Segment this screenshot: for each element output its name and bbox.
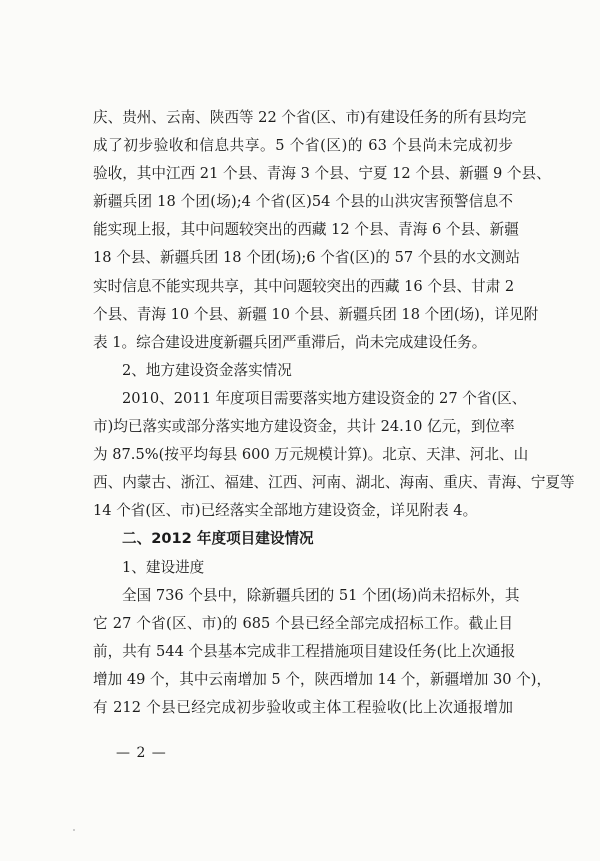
text-line-1: 庆、贵州、云南、陕西等 22 个省(区、市)有建设任务的所有县均完 bbox=[93, 109, 527, 126]
page-number: — 2 — bbox=[116, 745, 167, 761]
section-heading-2012-projects: 二、2012 年度项目建设情况 bbox=[122, 530, 314, 548]
text-line-9: 表 1。综合建设进度新疆兵团严重滞后，尚未完成建设任务。 bbox=[93, 333, 487, 351]
text-line-21: 增加 49 个，其中云南增加 5 个，陕西增加 14 个，新疆增加 30 个)， bbox=[93, 670, 552, 688]
text-line-2: 成了初步验收和信息共享。5 个省(区)的 63 个县尚未完成初步 bbox=[93, 137, 513, 155]
subsection-heading-progress: 1、建设进度 bbox=[122, 558, 205, 576]
scan-speck bbox=[73, 829, 75, 831]
text-line-22: 有 212 个县已经完成初步验收或主体工程验收(比上次通报增加 bbox=[93, 698, 513, 716]
text-line-13: 为 87.5%(按平均每县 600 万元规模计算)。北京、天津、河北、山 bbox=[93, 446, 529, 464]
text-line-19: 它 27 个省(区、市)的 685 个县已经全部完成招标工作。截止目 bbox=[93, 614, 513, 632]
text-line-8: 个县、青海 10 个县、新疆 10 个县、新疆兵团 18 个团(场)，详见附 bbox=[93, 305, 539, 323]
text-line-4: 新疆兵团 18 个团(场);4 个省(区)54 个县的山洪灾害预警信息不 bbox=[93, 193, 513, 211]
text-line-18: 全国 736 个县中，除新疆兵团的 51 个团(场)尚未招标外，其 bbox=[122, 586, 520, 604]
text-line-12: 市)均已落实或部分落实地方建设资金，共计 24.10 亿元，到位率 bbox=[93, 418, 515, 436]
text-line-3: 验收，其中江西 21 个县、青海 3 个县、宁夏 12 个县、新疆 9 个县、 bbox=[93, 165, 551, 183]
text-line-6: 18 个县、新疆兵团 18 个团(场);6 个省(区)的 57 个县的水文测站 bbox=[93, 249, 520, 267]
text-line-7: 实时信息不能实现共享，其中问题较突出的西藏 16 个县、甘肃 2 bbox=[93, 277, 515, 295]
text-line-5: 能实现上报，其中问题较突出的西藏 12 个县、青海 6 个县、新疆 bbox=[93, 221, 519, 239]
text-line-20: 前，共有 544 个县基本完成非工程措施项目建设任务(比上次通报 bbox=[93, 642, 516, 660]
text-line-15: 14 个省(区、市)已经落实全部地方建设资金，详见附表 4。 bbox=[93, 502, 478, 520]
text-line-14: 西、内蒙古、浙江、福建、江西、河南、湖北、海南、重庆、青海、宁夏等 bbox=[93, 474, 575, 492]
section-heading-local-funds: 2、地方建设资金落实情况 bbox=[122, 361, 292, 379]
body-text bbox=[93, 104, 575, 722]
text-line-11: 2010、2011 年度项目需要落实地方建设资金的 27 个省(区、 bbox=[122, 389, 527, 407]
